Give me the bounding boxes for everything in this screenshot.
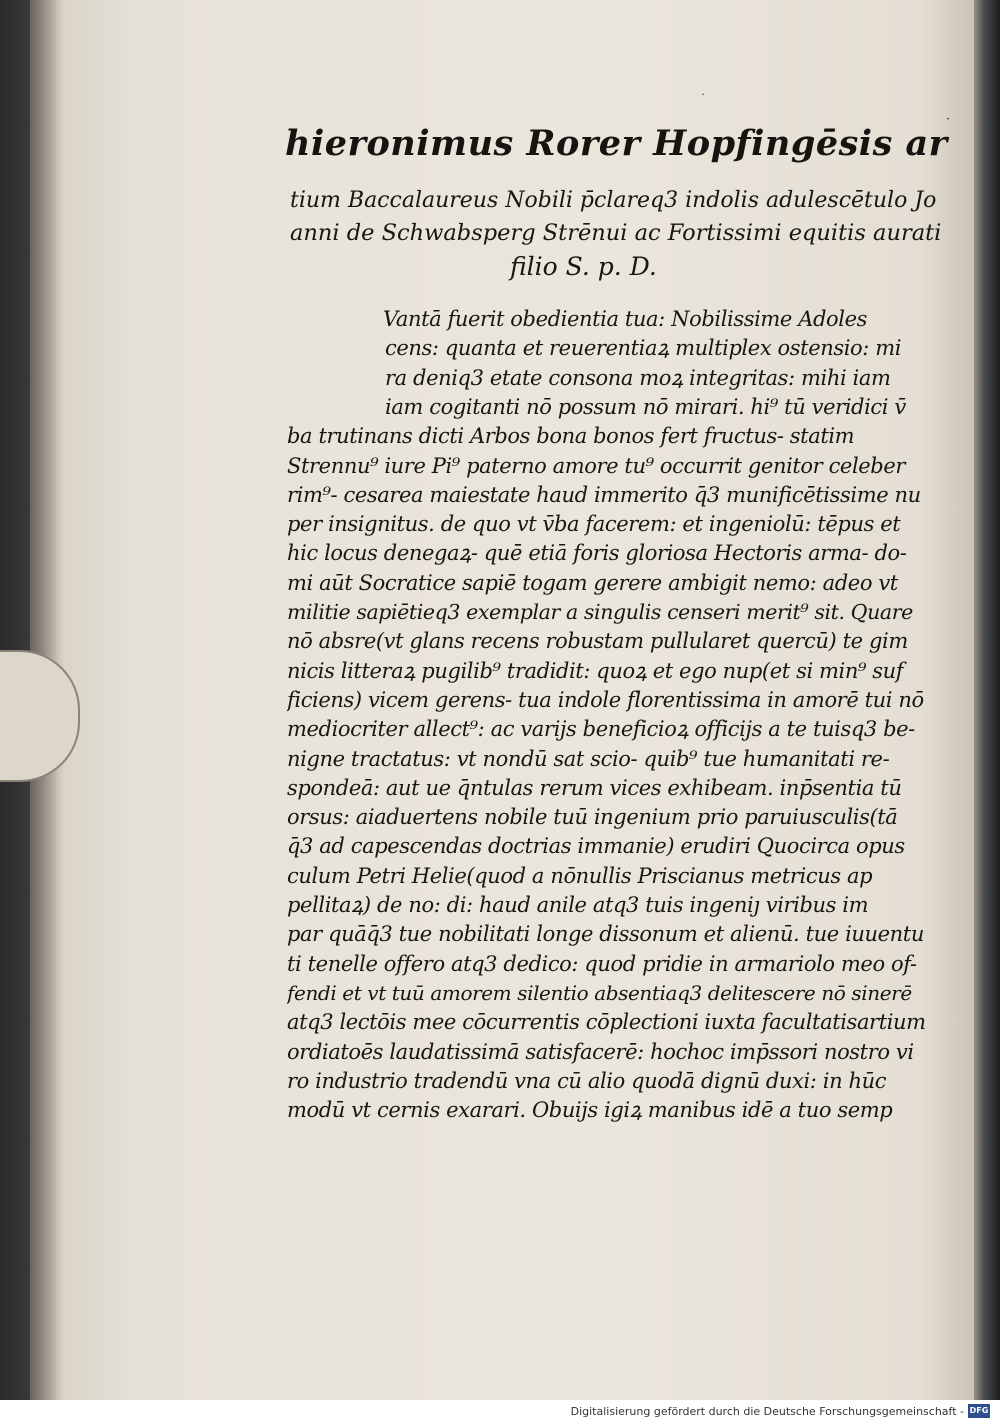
text-line: culum Petri Helie(quod a nōnullis Priscianus metricus ap [287, 863, 873, 888]
page-title: hieronimus Rorer Hopfingēsis ar [285, 123, 948, 164]
text-line: iam cogitanti nō possum nō mirari. hi⁹ tū veridici v̄ [385, 394, 906, 419]
text-line: Strennu⁹ iure Pi⁹ paterno amore tu⁹ occurrit genitor celeber [287, 453, 906, 478]
dedication-line: tium Baccalaureus Nobili p̄clareq3 indolis adulescētulo Jo [290, 188, 937, 213]
dedication-line: filio S. p. D. [510, 252, 657, 281]
text-line: ro industrio tradendū vna cū alio quodā dignū duxi: in hūc [287, 1068, 887, 1093]
text-line: cens: quanta et reuerentiaꝝ multiplex ostensio: mi [385, 336, 902, 361]
text-line: per insignitus. de quo vt v̄ba facerem: et ingeniolū: tēpus et [287, 512, 901, 537]
text-line: modū vt cernis exarari. Obuijs igiꝝ manibus idē a tuo semp [287, 1098, 893, 1123]
text-line: mi aūt Socratice sapiē togam gerere ambigit nemo: adeo vt [287, 570, 898, 595]
ink-mark: · [946, 112, 950, 126]
text-line: ti tenelle offero atq3 dedico: quod pridie in armariolo meo of- [287, 951, 917, 976]
text-line: Vantā fuerit obedientia tua: Nobilissime Adoles [383, 307, 867, 331]
text-line: militie sapiētieq3 exemplar a singulis censeri merit⁹ sit. Quare [287, 600, 913, 624]
dfg-logo: DFG [968, 1404, 990, 1418]
ink-mark: ˙ [700, 92, 706, 106]
text-line: mediocriter allect⁹: ac varijs beneficioꝝ officijs a te tuisq3 be- [287, 717, 915, 742]
text-line: atq3 lectōis mee cōcurrentis cōplectioni iuxta facultatisartium [287, 1010, 926, 1035]
text-line: orsus: aiaduertens nobile tuū ingenium prio paruiusculis(tā [287, 805, 898, 830]
text-line: rim⁹- cesarea maiestate haud immerito q̄3 munificētissime nu [287, 482, 921, 507]
text-line: fendi et vt tuū amorem silentio absentiaq3 delitescere nō sinerē [287, 980, 912, 1005]
text-line: ba trutinans dicti Arbos bona bonos fert fructus- statim [287, 424, 855, 449]
text-line: hic locus denegaꝝ- quē etiā foris gloriosa Hectoris arma- do- [287, 541, 907, 566]
text-line: ficiens) vicem gerens- tua indole florentissima in amorē tui nō [287, 687, 924, 712]
text-line: pellitaꝝ) de no: di: haud anile atq3 tuis ingeniȷ viribus im [287, 893, 869, 917]
text-line: ra deniq3 etate consona moꝝ integritas: mihi iam [385, 365, 891, 390]
scan-background-right [974, 0, 1000, 1422]
text-line: q̄3 ad capescendas doctrias immanie) erudiri Quocirca opus [287, 834, 905, 859]
text-line: par quāq̄3 tue nobilitati longe dissonum et alienū. tue iuuentu [287, 922, 924, 947]
dedication-line: anni de Schwabsperg Strēnui ac Fortissimi equitis aurati [290, 220, 942, 246]
footer-credit: Digitalisierung gefördert durch die Deutsche Forschungsgemeinschaft - [570, 1405, 964, 1418]
text-line: spondeā: aut ue q̄ntulas rerum vices exhibeam. inp̄sentia tū [287, 775, 902, 800]
text-line: nicis litteraꝝ pugilib⁹ tradidit: quoꝝ et ego nup(et si min⁹ suf [287, 658, 904, 683]
text-line: ordiatoēs laudatissimā satisfacerē: hochoc imp̄ssori nostro vi [287, 1039, 914, 1064]
text-line: nigne tractatus: vt nondū sat scio- quib⁹ tue humanitati re- [287, 746, 890, 771]
text-line: nō absre(vt glans recens robustam pullularet quercū) te gim [287, 629, 908, 654]
